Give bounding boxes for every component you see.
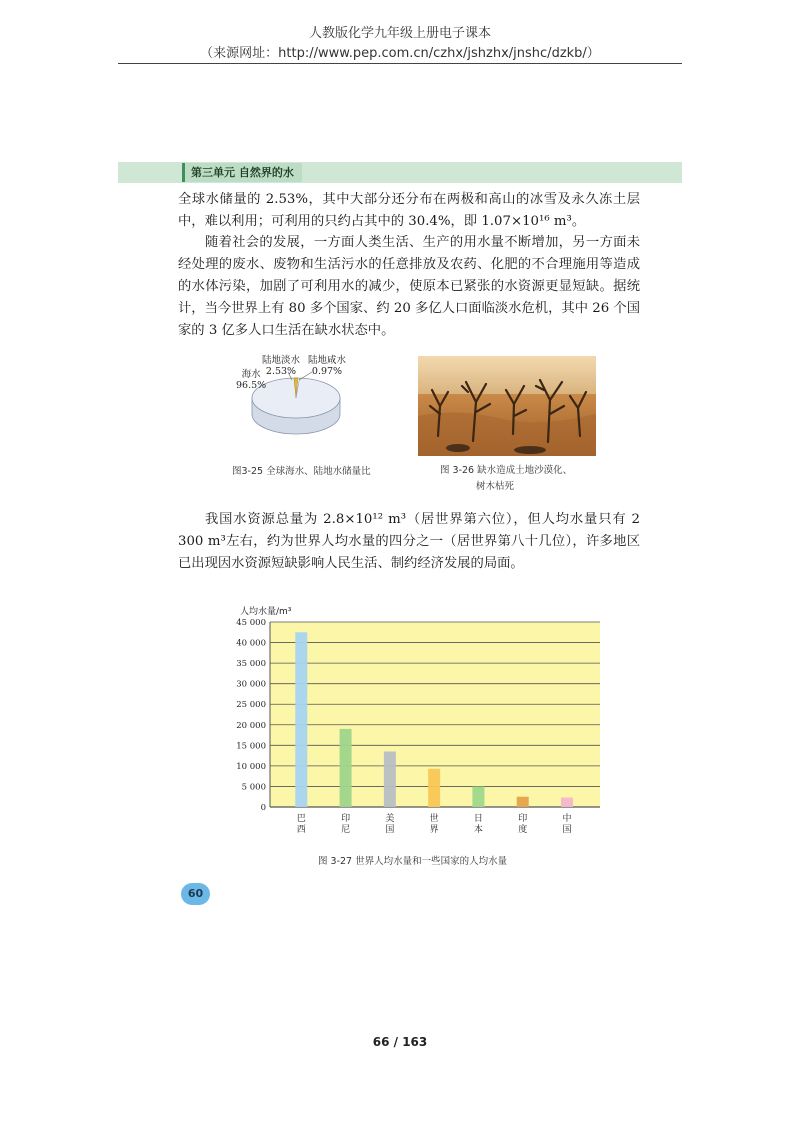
pie-label-sea-name: 海水 xyxy=(241,369,261,380)
x-tick-label: 中国 xyxy=(562,814,572,835)
pie-label-fresh xyxy=(262,355,300,377)
bar-3 xyxy=(384,752,396,808)
y-tick-label: 30 000 xyxy=(236,679,266,690)
bar-2 xyxy=(340,729,352,807)
page-number-badge: 60 xyxy=(181,883,210,905)
x-tick-label: 印尼 xyxy=(341,814,351,835)
x-tick-label: 印度 xyxy=(518,814,528,835)
y-tick-label: 15 000 xyxy=(236,741,266,752)
pie-label-salt xyxy=(308,355,346,377)
document-title: 人教版化学九年级上册电子课本 xyxy=(308,26,491,41)
paragraph-2: 随着社会的发展，一方面人类生活、生产的用水量不断增加，另一方面未经处理的废水、废物和生活污水的任意排放及农药、化肥的不合理施用等造成的水体污染，加剧了可利用水的减少，使原本已紧张的水资源更显短缺。据统计，当今世界上有 80 多个国家、约 20 多亿人口面临淡水危机，其中 26 个国家的 3 亿多人口生活在缺水状态中。 xyxy=(178,235,640,338)
x-tick-label: 美国 xyxy=(385,814,395,835)
y-tick-label: 25 000 xyxy=(236,700,266,711)
pie-label-salt-pct: 0.97% xyxy=(311,366,343,377)
bar-chart-svg xyxy=(230,600,620,845)
figure-3-27-caption: 图 3-27 世界人均水量和一些国家的人均水量 xyxy=(318,856,508,867)
y-tick-label: 20 000 xyxy=(236,720,266,731)
document-source: （来源网址：http://www.pep.com.cn/czhx/jshzhx/jnshc/dzkb/） xyxy=(200,46,600,61)
bar-6 xyxy=(517,797,529,807)
header-rule xyxy=(118,63,682,64)
desert-dead-trees-photo xyxy=(418,356,596,456)
pie-label-fresh-name: 陆地淡水 xyxy=(262,355,301,366)
x-tick-label: 世界 xyxy=(429,814,439,835)
water-per-capita-chart xyxy=(230,600,620,845)
bar-7 xyxy=(561,798,573,807)
pie-label-fresh-pct: 2.53% xyxy=(265,366,297,377)
y-tick-label: 5 000 xyxy=(241,782,266,793)
y-axis-label: 人均水量/m³ xyxy=(240,607,292,617)
figure-3-26-caption-line1: 图 3-26 缺水造成土地沙漠化、 xyxy=(440,465,573,476)
page-indicator: 66 / 163 xyxy=(372,1035,428,1049)
desert-photo-svg xyxy=(418,356,596,456)
paragraph-1: 全球水储量的 2.53%，其中大部分还分布在两极和高山的冰雪及永久冻土层中，难以利用；可利用的只约占其中的 30.4%，即 1.07×10¹⁶ m³。 xyxy=(178,192,640,229)
x-tick-label: 巴西 xyxy=(296,814,306,835)
bar-4 xyxy=(428,769,440,807)
x-tick-label: 日本 xyxy=(473,814,483,835)
y-tick-label: 35 000 xyxy=(236,659,266,670)
paragraph-3: 我国水资源总量为 2.8×10¹² m³（居世界第六位），但人均水量只有 2 300 m³左右，约为世界人均水量的四分之一（居世界第八十几位），许多地区已出现因水资源短缺影响人民生活、制约经济发展的局面。 xyxy=(178,512,640,571)
y-tick-label: 45 000 xyxy=(236,618,266,628)
bar-1 xyxy=(295,632,307,807)
bar-5 xyxy=(472,786,484,807)
figure-3-26-caption-line2: 树木枯死 xyxy=(476,481,515,492)
y-tick-label: 40 000 xyxy=(236,638,266,649)
unit-label: 第三单元 自然界的水 xyxy=(182,163,302,182)
y-tick-label: 0 xyxy=(260,803,266,813)
pie-label-sea-pct: 96.5% xyxy=(236,380,267,391)
y-tick-label: 10 000 xyxy=(236,761,266,772)
figure-3-25-caption: 图3-25 全球海水、陆地水储量比 xyxy=(232,466,371,477)
pie-label-salt-name: 陆地咸水 xyxy=(308,355,347,366)
